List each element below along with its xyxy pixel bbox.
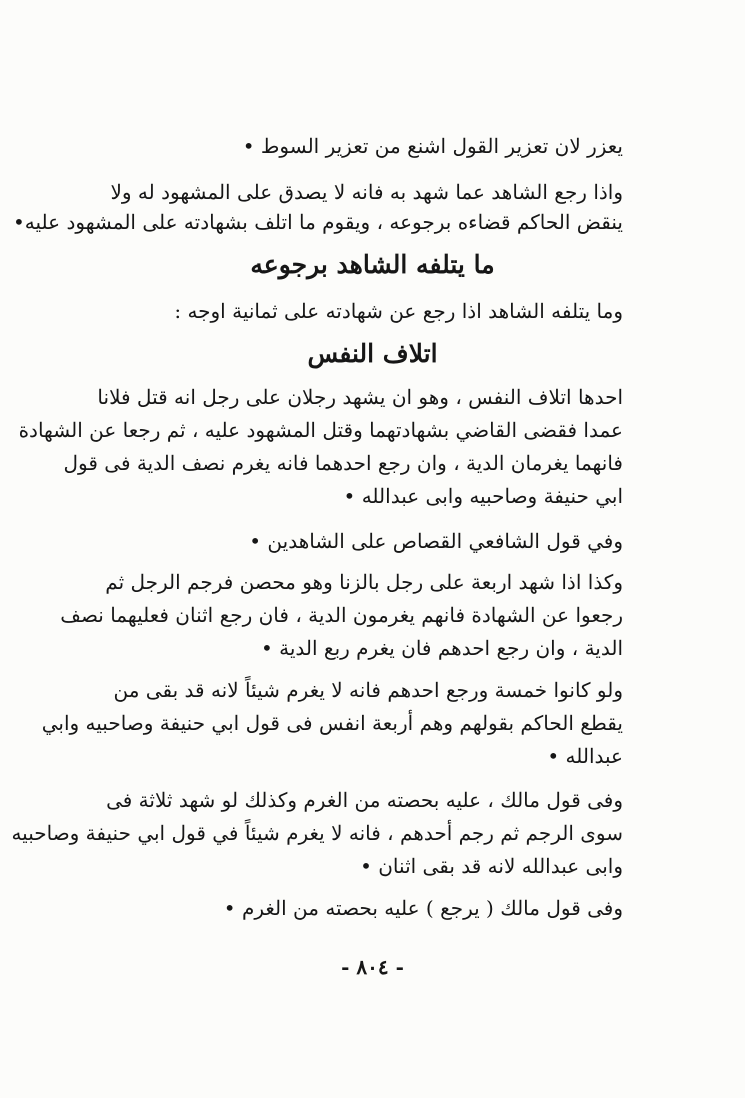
text-line: عمدا فقضى القاضي بشهادتهما وقتل المشهود عليه ، ثم رجعا عن الشهادة	[18, 418, 623, 442]
text-line: احدها اتلاف النفس ، وهو ان يشهد رجلان على رجل انه قتل فلانا	[97, 385, 623, 409]
text-line: يقطع الحاكم بقولهم وهم أربعة انفس فى قول ابي حنيفة وصاحبيه وابي	[41, 711, 623, 735]
section-heading-main: ما يتلفه الشاهد برجوعه	[250, 250, 495, 279]
intro-line: وما يتلفه الشاهد اذا رجع عن شهادته على ثمانية اوجه :	[174, 299, 623, 323]
page-number: - ٨٠٤ -	[341, 955, 404, 979]
section-heading-sub: اتلاف النفس	[307, 339, 438, 368]
text-line: واذا رجع الشاهد عما شهد به فانه لا يصدق على المشهود له ولا	[110, 180, 623, 204]
text-line: ابي حنيفة وصاحبيه وابى عبدالله •	[343, 484, 623, 508]
text-line: ينقض الحاكم قضاءه برجوعه ، ويقوم ما اتلف بشهادته على المشهود عليه•	[13, 210, 623, 234]
text-line: الدية ، وان رجع احدهم فان يغرم ربع الدية •	[260, 636, 623, 660]
text-line: يعزر لان تعزير القول اشنع من تعزير السوط •	[242, 134, 623, 158]
text-line: وفى قول مالك ، عليه بحصته من الغرم وكذلك لو شهد ثلاثة فى	[106, 788, 623, 812]
text-line: عبدالله •	[547, 744, 623, 768]
text-line: ولو كانوا خمسة ورجع احدهم فانه لا يغرم شيئاً لانه قد بقى من	[113, 678, 623, 702]
text-line: سوى الرجم ثم رجم أحدهم ، فانه لا يغرم شيئاً في قول ابي حنيفة وصاحبيه	[11, 821, 623, 845]
text-line: وابى عبدالله لانه قد بقى اثنان •	[360, 854, 623, 878]
text-line: وفي قول الشافعي القصاص على الشاهدين •	[249, 529, 623, 553]
text-line: فانهما يغرمان الدية ، وان رجع احدهما فانه يغرم نصف الدية فى قول	[63, 451, 623, 475]
text-line: رجعوا عن الشهادة فانهم يغرمون الدية ، فان رجع اثنان فعليهما نصف	[60, 603, 623, 627]
text-line: وكذا اذا شهد اربعة على رجل بالزنا وهو محصن فرجم الرجل ثم	[105, 570, 623, 594]
text-line: وفى قول مالك ( يرجع ) عليه بحصته من الغرم •	[223, 896, 623, 920]
